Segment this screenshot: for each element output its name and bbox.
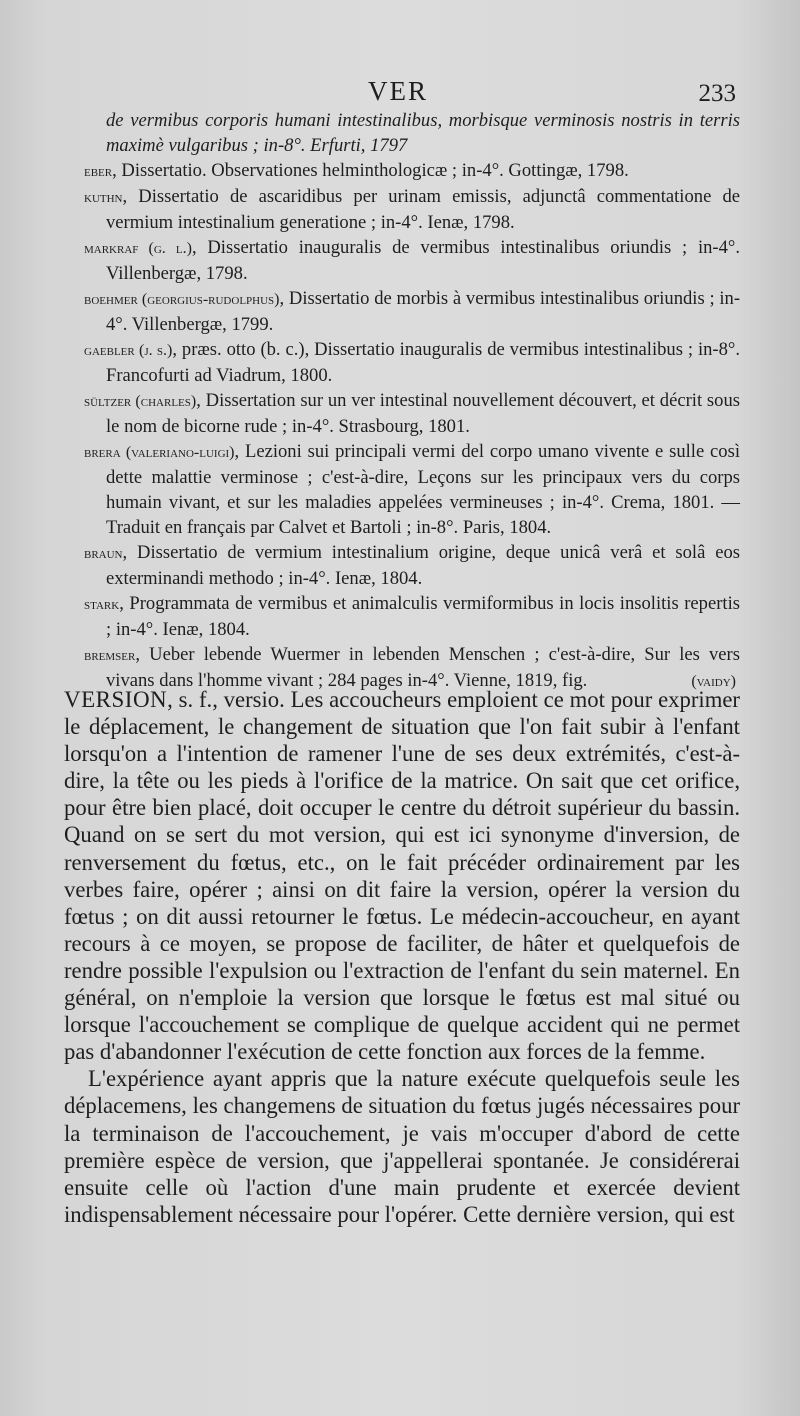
- entry-author: bremser: [84, 647, 136, 664]
- entry-text: , Dissertatio inauguralis de vermibus intestinalibus oriundis ; in-4°. Villenbergæ, 1798.: [106, 237, 740, 284]
- entry-author: braun: [84, 545, 123, 562]
- running-head: [60, 76, 736, 110]
- bibliography-entry: [64, 591, 740, 642]
- article-paragraph-1: [64, 686, 740, 1065]
- entry-text: de vermibus corporis humani intestinalibus, morbisque verminosis nostris in terris maximè vulgaribus ; in-8°. Erfurti, 1797: [106, 110, 740, 156]
- entry-author: gaebler (j. s.): [84, 342, 173, 359]
- entry-author: stark: [84, 596, 120, 613]
- entry-text: , Programmata de vermibus et animalculis vermiformibus in locis insolitis repertis ; in-4°. Ienæ, 1804.: [106, 593, 740, 640]
- entry-author: markraf (g. l.): [84, 240, 192, 257]
- headword: VERSION: [64, 687, 168, 712]
- paragraph-text: Les accoucheurs emploient ce mot pour exprimer le déplacement, le changement de situation que l'on fait subir à l'enfant lorsqu'on a l'intention de ramener l'une de ses deux extrémités, c'est-à-dire, la tête ou les pieds à l'orifice de la matrice. On sait que cet orifice, pour être bien placé, doit occuper le centre du détroit supérieur du bassin. Quand on se sert du mot version, qui est ici synonyme d'inversion, de renversement du fœtus, etc., on le fait précéder ordinairement par les verbes faire, opérer ; ainsi on dit faire la version, opérer la version du fœtus ; on dit aussi retourner le fœtus. Le médecin-accoucheur, en ayant recours à ce moyen, se propose de faciliter, de hâter et quelquefois de rendre possible l'expulsion ou l'extraction de l'enfant du sein maternel. En général, on n'emploie la version que lorsque le fœtus est mal situé ou lorsque l'accouchement se complique de quelque accident qui ne permet pas d'abandonner l'exécution de cette fonction aux forces de la femme.: [64, 687, 740, 1065]
- entry-author: eber: [84, 163, 113, 180]
- entry-text: , Dissertation sur un ver intestinal nouvellement découvert, et décrit sous le nom de bicorne rude ; in-4°. Strasbourg, 1801.: [106, 390, 740, 437]
- entry-author: boehmer (georgius-rudolphus): [84, 291, 280, 308]
- author-credit: (vaidy): [691, 673, 736, 690]
- bibliography-entry: [64, 388, 740, 439]
- entry-author: kuthn: [84, 189, 123, 206]
- entry-text: , Lezioni sui principali vermi del corpo umano vivente e sulle così dette malattie verminose ; c'est-à-dire, Leçons sur les principaux vers du corps humain vivant, et sur les maladies appelées vermineuses ; in-4°. Crema, 1801. — Traduit en français par Calvet et Bartoli ; in-8°. Paris, 1804.: [106, 441, 740, 538]
- entry-text: , Dissertatio de ascaridibus per urinam emissis, adjunctâ commentatione de vermium intestinalium generatione ; in-4°. Ienæ, 1798.: [106, 186, 740, 233]
- entry-author: brera (valeriano-luigi): [84, 444, 235, 461]
- headword-grammar: , s. f., versio.: [167, 687, 285, 712]
- page-number: 233: [698, 80, 736, 107]
- bibliography-entry: [64, 158, 740, 184]
- bibliography-section: [64, 108, 740, 694]
- bibliography-entry: [64, 337, 740, 388]
- bibliography-entry: [64, 439, 740, 540]
- entry-text: , Dissertatio de vermium intestinalium origine, deque unicâ verâ et solâ eos exterminandi methodo ; in-4°. Ienæ, 1804.: [106, 542, 740, 589]
- bibliography-entry: [64, 286, 740, 337]
- entry-text: , præs. otto (b. c.), Dissertatio inauguralis de vermibus intestinalibus ; in-8°. Francofurti ad Viadrum, 1800.: [106, 339, 740, 386]
- entry-text: , Ueber lebende Wuermer in lebenden Menschen ; c'est-à-dire, Sur les vers vivans dans l'homme vivant ; 284 pages in-4°. Vienne, 1819, fig.: [106, 644, 740, 691]
- article-version: [64, 686, 740, 1228]
- bibliography-entry: [64, 184, 740, 235]
- article-paragraph-2: L'expérience ayant appris que la nature exécute quelquefois seule les déplacemens, les changemens de situation du fœtus jugés nécessaires pour la terminaison de l'accouchement, je vais m'occuper d'abord de cette première espèce de version, que j'appellerai spontanée. Je considérerai ensuite celle où l'action d'une main prudente et exercée devient indispensablement nécessaire pour l'opérer. Cette dernière version, qui est: [64, 1066, 740, 1227]
- bibliography-entry: [64, 540, 740, 591]
- bibliography-entry-continuation: [64, 108, 740, 158]
- entry-text: , Dissertatio de morbis à vermibus intestinalibus oriundis ; in-4°. Villenbergæ, 1799.: [106, 288, 741, 335]
- entry-author: sültzer (charles): [84, 393, 197, 410]
- running-title: VER: [368, 76, 428, 106]
- bibliography-entry: [64, 235, 740, 286]
- entry-text: , Dissertatio. Observationes helminthologicæ ; in-4°. Gottingæ, 1798.: [112, 160, 629, 181]
